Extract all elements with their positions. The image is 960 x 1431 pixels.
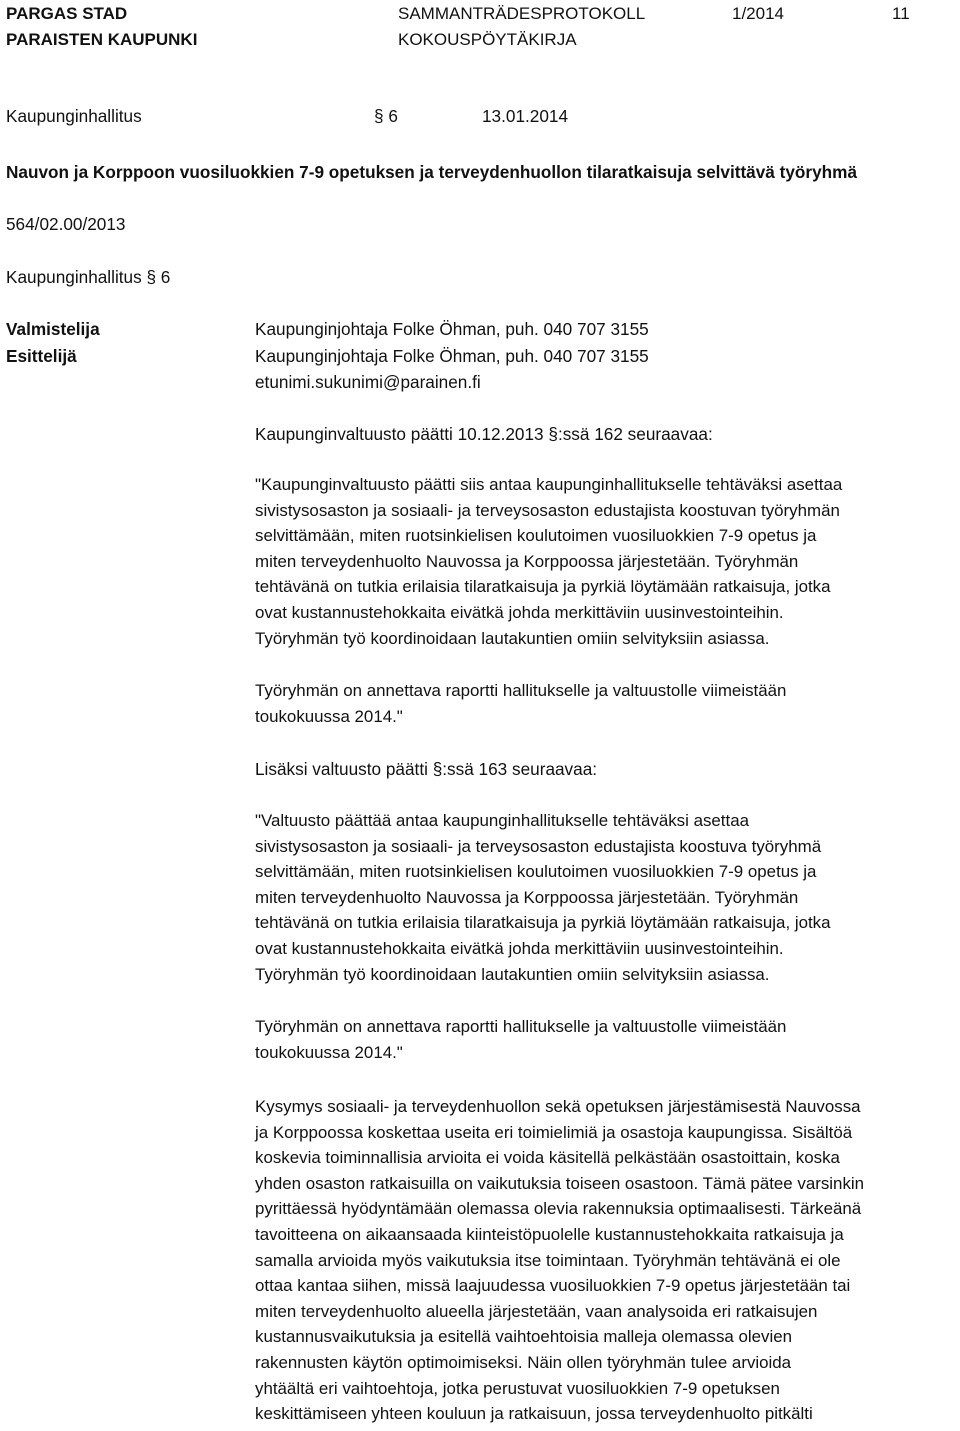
meeting-date: 13.01.2014 [482,106,569,126]
quote-2-line: "Valtuusto päättää antaa kaupunginhallitukselle tehtäväksi asettaa [255,811,749,830]
preparer-label: Valmistelija [6,319,100,339]
analysis-line: miten terveydenhuolto alueella järjestetään, vaan analysoida eri ratkaisujen [255,1301,818,1321]
quote-1 [255,472,842,651]
quote-2-line: selvittämään, miten ruotsinkielisen koulutoimen vuosiluokkien 7-9 opetus ja [255,862,817,882]
quote-2-line: sivistysosaston ja sosiaali- ja terveysosaston edustajista koostuva työryhmä [255,836,822,856]
quote-1-ending [255,678,786,729]
meeting-section: § 6 [374,106,398,126]
quote-2-end-line: toukokuussa 2014." [255,1042,403,1062]
doc-type-sv: SAMMANTRÄDESPROTOKOLL [398,4,646,23]
item-dnro: 564/02.00/2013 [6,214,126,234]
quote-1-line: tehtävänä on tutkia erilaisia tilaratkaisuja ja pyrkiä löytämään ratkaisuja, jotka [255,577,831,597]
quote-1-end-line: toukokuussa 2014." [255,706,403,726]
item-title: Nauvon ja Korppoon vuosiluokkien 7-9 opetuksen ja terveydenhuollon tilaratkaisuja selvittävä työryhmä [6,162,858,182]
council-decision-intro: Kaupunginvaltuusto päätti 10.12.2013 §:ssä 162 seuraavaa: [255,424,713,444]
analysis-line: ja Korppoossa koskettaa useita eri toimielimiä ja osastoja kaupungissa. Sisältöä [255,1122,853,1142]
analysis-line: ottaa kantaa siihen, missä laajuudessa vuosiluokkien 7-9 opetus järjestetään tai [255,1276,851,1296]
meeting-body: Kaupunginhallitus [6,106,142,126]
analysis-paragraph [255,1094,864,1427]
additional-decision-intro: Lisäksi valtuusto päätti §:ssä 163 seuraavaa: [255,759,598,779]
analysis-line: yhden osaston ratkaisuilla on vaikutuksia toiseen osastoon. Tämä pätee varsinkin [255,1173,865,1193]
analysis-line: pyrittäessä hyödyntämään olemassa olevia rakennuksia optimaalisesti. Tärkeänä [255,1199,862,1219]
quote-1-end-line: Työryhmän on annettava raportti hallitukselle ja valtuustolle viimeistään [255,681,787,700]
quote-2-line: ovat kustannustehokkaita eivätkä johda merkittäviin uusinvestointeihin. [255,938,784,958]
analysis-line: koskevia toiminnallisia arvioita ei voida käsitellä pelkästään osastoittain, koska [255,1148,840,1168]
quote-2 [255,808,831,987]
presenter-value: Kaupunginjohtaja Folke Öhman, puh. 040 707 3155 [255,346,649,366]
analysis-line: keskittämiseen yhteen kouluun ja ratkaisuun, jossa terveydenhuolto pitkälti [255,1404,813,1424]
analysis-line: yhtäältä eri vaihtoehtoja, jotka perustuvat vuosiluokkien 7-9 opetuksen [255,1378,780,1398]
quote-1-line: ovat kustannustehokkaita eivätkä johda merkittäviin uusinvestointeihin. [255,602,784,622]
analysis-line: rakennusten käytön optimoimiseksi. Näin ollen työryhmän tulee arvioida [255,1352,792,1372]
quote-1-line: selvittämään, miten ruotsinkielisen koulutoimen vuosiluokkien 7-9 opetus ja [255,526,817,546]
issue-number: 1/2014 [732,4,784,23]
quote-2-end-line: Työryhmän on annettava raportti hallitukselle ja valtuustolle viimeistään [255,1017,787,1036]
analysis-line: tavoitteena on aikaansaada kiinteistöpuolelle kustannustehokkaita ratkaisuja ja [255,1224,844,1244]
item-prior-handling: Kaupunginhallitus § 6 [6,267,171,287]
analysis-line: kustannusvaikutuksia ja esitellä vaihtoehtoisia malleja olemassa olevien [255,1327,793,1347]
analysis-line: Kysymys sosiaali- ja terveydenhuollon sekä opetuksen järjestämisestä Nauvossa [255,1097,861,1116]
city-name-sv: PARGAS STAD [6,4,128,23]
page-number: 11 [892,4,910,23]
presenter-label: Esittelijä [6,346,77,366]
doc-type-fi: KOKOUSPÖYTÄKIRJA [398,30,577,49]
analysis-line: samalla arvioida myös vaikutuksia itse toimintaan. Työryhmän tehtävänä ei ole [255,1250,841,1270]
quote-2-line: miten terveydenhuolto Nauvossa ja Korppoossa järjestetään. Työryhmän [255,887,799,907]
quote-1-line: Työryhmän työ koordinoidaan lautakuntien omiin selvityksiin asiassa. [255,628,770,648]
preparer-value: Kaupunginjohtaja Folke Öhman, puh. 040 707 3155 [255,319,649,339]
quote-2-line: tehtävänä on tutkia erilaisia tilaratkaisuja ja pyrkiä löytämään ratkaisuja, jotka [255,913,831,933]
email-address: etunimi.sukunimi@parainen.fi [255,372,481,392]
city-name-fi: PARAISTEN KAUPUNKI [6,30,198,49]
quote-1-line: sivistysosaston ja sosiaali- ja terveysosaston edustajista koostuvan työryhmän [255,500,840,520]
quote-2-line: Työryhmän työ koordinoidaan lautakuntien omiin selvityksiin asiassa. [255,964,770,984]
quote-2-ending [255,1014,786,1065]
quote-1-line: "Kaupunginvaltuusto päätti siis antaa kaupunginhallitukselle tehtäväksi asettaa [255,475,843,494]
quote-1-line: miten terveydenhuolto Nauvossa ja Korppoossa järjestetään. Työryhmän [255,551,799,571]
